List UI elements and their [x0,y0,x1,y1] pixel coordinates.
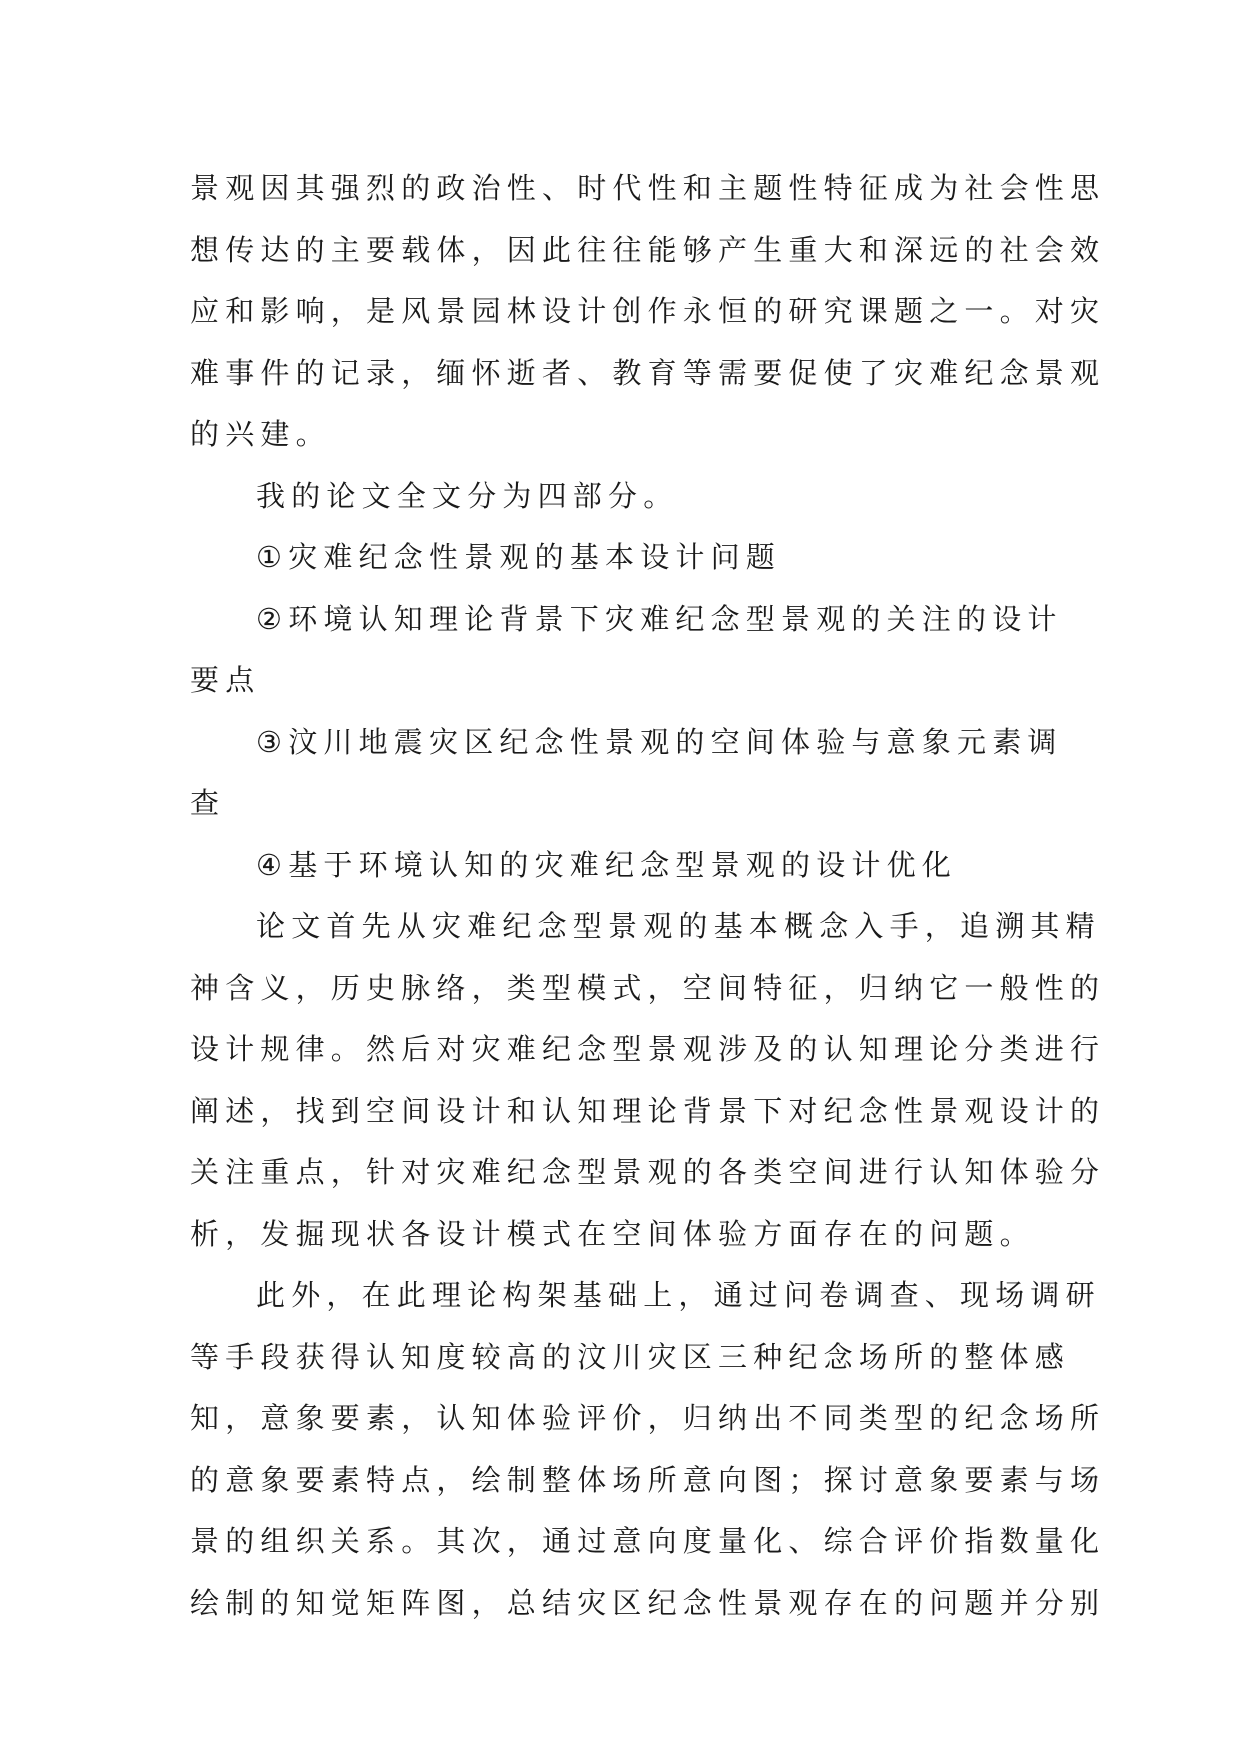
text-line: 阐述，找到空间设计和认知理论背景下对纪念性景观设计的 [190,1093,1106,1128]
text-line: 论文首先从灾难纪念型景观的基本概念入手，追溯其精 [256,909,1101,943]
text-line: 景观因其强烈的政治性、时代性和主题性特征成为社会性思 [190,171,1106,205]
outline-item-4: ④基于环境认知的灾难纪念型景观的设计优化 [256,847,957,882]
outline-item-1: ①灾难纪念性景观的基本设计问题 [256,540,781,574]
text-line: 我的论文全文分为四部分。 [256,478,679,513]
outline-item-2: ②环境认知理论背景下灾难纪念型景观的关注的设计 [256,601,1063,636]
text-line: 设计规律。然后对灾难纪念型景观涉及的认知理论分类进行 [190,1032,1106,1066]
text-line: 想传达的主要载体，因此往往能够产生重大和深远的社会效 [190,232,1106,267]
text-line: 神含义，历史脉络，类型模式，空间特征，归纳它一般性的 [190,970,1106,1005]
text-line: 此外，在此理论构架基础上，通过问卷调查、现场调研 [256,1278,1101,1312]
outline-item-3: ③汶川地震灾区纪念性景观的空间体验与意象元素调 [256,724,1063,759]
text-line: 查 [190,786,226,820]
text-line: 的兴建。 [190,417,331,451]
text-line: 关注重点，针对灾难纪念型景观的各类空间进行认知体验分 [190,1155,1106,1189]
text-line: 景的组织关系。其次，通过意向度量化、综合评价指数量化 [190,1524,1106,1558]
body-text [190,158,1106,1634]
text-line: 等手段获得认知度较高的汶川灾区三种纪念场所的整体感 [190,1339,1071,1374]
text-line: 应和影响，是风景园林设计创作永恒的研究课题之一。对灾 [190,294,1106,328]
text-line: 析，发掘现状各设计模式在空间体验方面存在的问题。 [190,1216,1035,1251]
text-line: 难事件的记录，缅怀逝者、教育等需要促使了灾难纪念景观 [190,355,1106,390]
text-line: 要点 [190,663,261,697]
text-line: 知，意象要素，认知体验评价，归纳出不同类型的纪念场所 [190,1401,1106,1435]
text-line: 的意象要素特点，绘制整体场所意向图；探讨意象要素与场 [190,1462,1106,1497]
text-line: 绘制的知觉矩阵图，总结灾区纪念性景观存在的问题并分别 [190,1585,1106,1620]
